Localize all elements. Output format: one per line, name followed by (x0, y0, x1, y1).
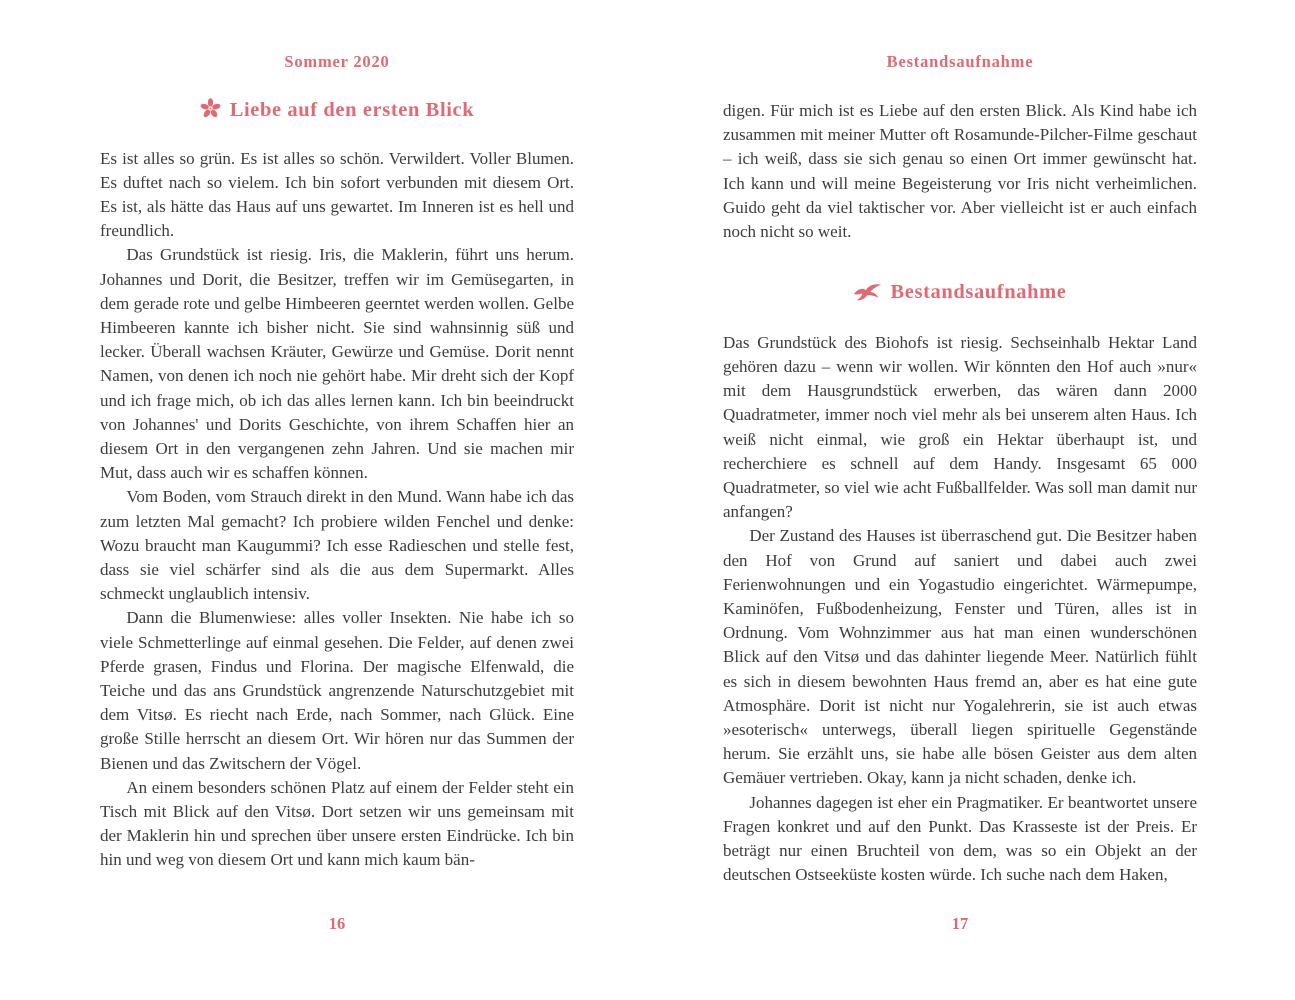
paragraph: Dann die Blumenwiese: alles voller Insekten. Nie habe ich so viele Schmetterlinge auf einmal gesehen. Die Felder, auf denen zwei Pferde grasen, Findus und Florina. Der magische Elfenwald, die Teiche und das ans Grundstück angrenzende Naturschutzgebiet mit dem Vitsø. Es riecht nach Erde, nach Sommer, nach Glück. Eine große Stille herrscht an diesem Ort. Wir hören nur das Summen der Bienen und das Zwitschern der Vögel. (100, 608, 574, 773)
section-heading (723, 280, 1197, 305)
page-number-left: 16 (328, 914, 346, 933)
chapter-heading-text: Liebe auf den ersten Blick (229, 99, 475, 121)
paragraph: Es ist alles so grün. Es ist alles so schön. Verwildert. Voller Blumen. Es duftet nach so vielem. Ich bin sofort verbunden mit diesem Ort. Es ist, als hätte das Haus auf uns gewartet. Im Inneren ist es hell und freundlich. (100, 148, 574, 241)
right-page-body-top (723, 99, 1197, 244)
paragraph: digen. Für mich ist es Liebe auf den ersten Blick. Als Kind habe ich zusammen mit meiner Mutter oft Rosamunde-Pilcher-Filme geschaut – ich weiß, dass sie sich genau so einen Ort immer gewünscht hat. Ich kann und will meine Begeisterung vor Iris nicht verheimlichen. Guido geht da viel taktischer vor. Aber vielleicht ist er auch einfach noch nicht so weit. (723, 101, 1197, 242)
running-header-left: Sommer 2020 (284, 52, 390, 71)
paragraph: An einem besonders schönen Platz auf einem der Felder steht ein Tisch mit Blick auf den Vitsø. Dort setzen wir uns gemeinsam mit der Maklerin hin und sprechen über unsere ersten Eindrücke. Ich bin hin und weg von diesem Ort und kann mich kaum bän- (100, 777, 574, 870)
left-page-body (100, 147, 574, 873)
section-heading-text: Bestandsaufnahme (890, 281, 1067, 304)
paragraph: Der Zustand des Hauses ist überraschend gut. Die Besitzer haben den Hof von Grund auf saniert und dabei auch zwei Ferienwohnungen und ein Yogastudio eingerichtet. Wärmepumpe, Kaminöfen, Fußbodenheizung, Fenster und Türen, alles ist in Ordnung. Vom Wohnzimmer aus hat man einen wunderschönen Blick auf den Vitsø und das dahinter liegende Meer. Natürlich fühlt es sich in diesem bewohnten Haus fremd an, aber es hat eine gute Atmosphäre. Dorit ist nicht nur Yogalehrerin, sie ist auch etwas »esoterisch« unterwegs, überall liegen spirituelle Gegenstände herum. Sie erzählt uns, sie habe alle bösen Geister aus dem alten Gemäuer vertrieben. Okay, kann ja nicht schaden, denke ich. (723, 526, 1197, 788)
page-number-right: 17 (951, 914, 969, 933)
running-header-right: Bestandsaufnahme (886, 52, 1034, 71)
flower-icon (200, 98, 221, 119)
bird-icon (854, 284, 882, 301)
paragraph: Vom Boden, vom Strauch direkt in den Mund. Wann habe ich das zum letzten Mal gemacht? Ich probiere wilden Fenchel und denke: Wozu braucht man Kaugummi? Ich esse Radieschen und stelle fest, dass sie viel schärfer sind als die aus dem Supermarkt. Alles schmeckt unglaublich intensiv. (100, 487, 574, 604)
paragraph: Das Grundstück ist riesig. Iris, die Maklerin, führt uns herum. Johannes und Dorit, die Besitzer, treffen wir im Gemüsegarten, in dem gerade rote und gelbe Himbeeren geerntet werden wollen. Gelbe Himbeeren kannte ich bisher nicht. Sie sind wahnsinnig süß und lecker. Überall wachsen Kräuter, Gewürze und Gemüse. Dorit nennt Namen, von denen ich noch nie gehört habe. Mir dreht sich der Kopf und ich frage mich, ob ich das alles lernen kann. Ich bin beeindruckt von Johannes' und Dorits Geschichte, von ihrem Schaffen hier an diesem Ort in den vergangenen zehn Jahren. Und sie machen mir Mut, dass auch wir es schaffen können. (100, 245, 574, 483)
chapter-heading (100, 98, 574, 123)
page-left (100, 0, 574, 1000)
right-page-body (723, 331, 1197, 888)
page-right (723, 0, 1197, 1000)
paragraph: Das Grundstück des Biohofs ist riesig. Sechseinhalb Hektar Land gehören dazu – wenn wir wollen. Wir könnten den Hof auch »nur« mit dem Hausgrundstück erwerben, das wären dann 2000 Quadratmeter, immer noch viel mehr als bei unserem alten Haus. Ich weiß nicht einmal, wie groß ein Hektar überhaupt ist, und recherchiere es schnell auf dem Handy. Insgesamt 65 000 Quadratmeter, so viel wie acht Fußballfelder. Was soll man damit nur anfangen? (723, 332, 1197, 522)
paragraph: Johannes dagegen ist eher ein Pragmatiker. Er beantwortet unsere Fragen konkret und auf den Punkt. Das Krasseste ist der Preis. Er beträgt nur einen Bruchteil von dem, was so ein Objekt an der deutschen Ostseeküste kosten würde. Ich suche nach dem Haken, (723, 792, 1197, 885)
